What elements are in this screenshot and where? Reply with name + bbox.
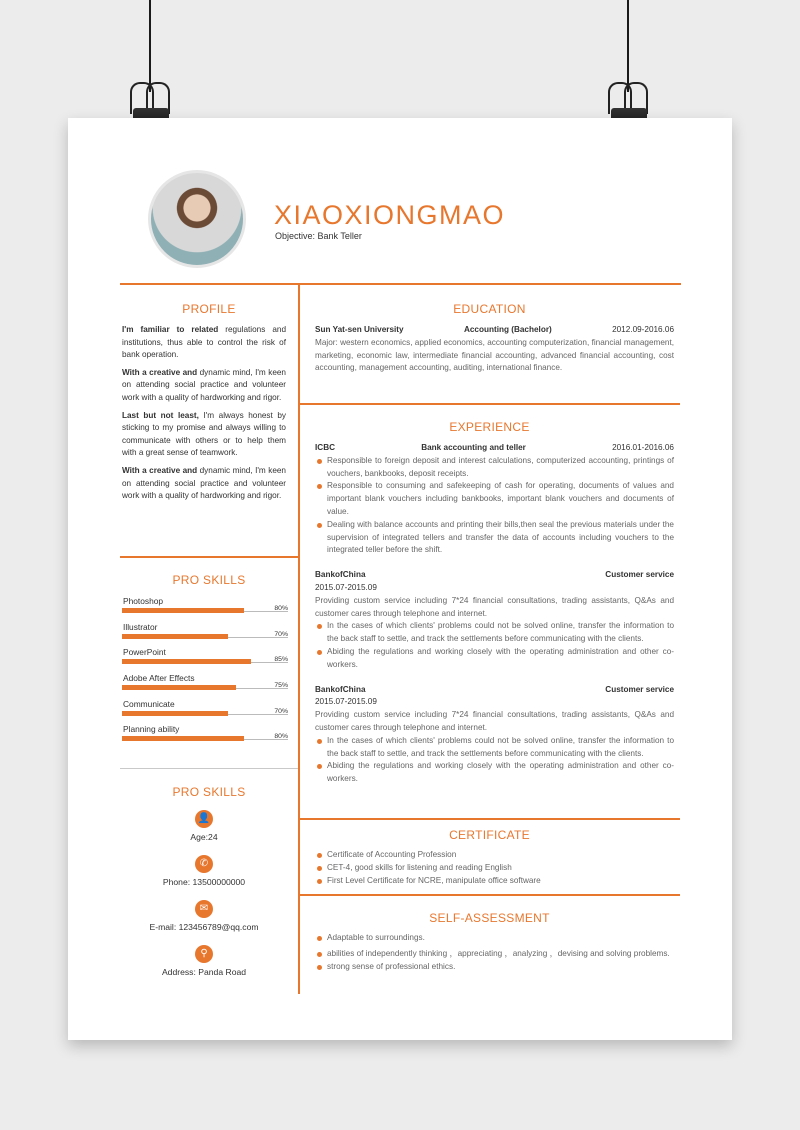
contact-email <box>122 900 286 932</box>
email-icon: ✉ <box>195 900 213 918</box>
job1-header <box>315 442 674 455</box>
school-name: Sun Yat-sen University <box>315 325 404 334</box>
job3-dates: 2015.07-2015.09 <box>315 697 377 707</box>
skill-bar <box>122 736 244 741</box>
job2-company-word: China <box>342 570 366 580</box>
profile-paragraph: With a creative and dynamic mind, I'm keen on attending social practice and volunteer work with a quality of hardworking and rigor. <box>122 465 286 501</box>
certificate-title: CERTIFICATE <box>449 828 530 842</box>
profile-photo <box>148 170 246 268</box>
job1-dates: 2016.01-2016.06 <box>612 443 674 452</box>
contact-address <box>122 945 286 977</box>
list-item: Abiding the regulations and working closely with the operating administration and other co-workers. <box>315 646 674 672</box>
certificate-list <box>315 849 674 887</box>
self-assessment-body <box>315 932 674 973</box>
skill-label: Photoshop <box>123 596 164 606</box>
skill-percent: 80% <box>274 605 288 612</box>
phone-icon: ✆ <box>195 855 213 873</box>
skill-item <box>122 724 288 748</box>
contact-address-text: Address: Panda Road <box>161 967 247 977</box>
list-item: In the cases of which clients' problems could not be solved online, transfer the information to the back staff to settle, and track the settlements before communicating with the clients. <box>315 735 674 761</box>
skill-item <box>122 673 288 697</box>
person-icon: 👤 <box>195 810 213 828</box>
experience-body <box>315 442 674 786</box>
list-item: Responsible to foreign deposit and interest calculations, computerized accounting, printings of vouchers, bankbooks, deposit receipts. <box>315 455 674 481</box>
contact-phone-text: Phone: 13500000000 <box>162 877 246 887</box>
list-item: Responsible to consuming and safekeeping of cash for operating, documents of values and important blank vouchers including bankbooks, important blank vouchers and documents of value. <box>315 480 674 518</box>
list-item: First Level Certificate for NCRE, manipulate office software <box>315 875 674 888</box>
self-assessment-list <box>315 932 674 973</box>
education-divider <box>299 403 680 405</box>
self-assessment-title: SELF-ASSESSMENT <box>429 911 550 925</box>
skill-percent: 75% <box>274 682 288 689</box>
job3-bullets <box>315 735 674 786</box>
skill-label: Planning ability <box>123 724 180 734</box>
profile-paragraph: Last but not least, I'm always honest by sticking to my promise and always willing to communicate with others or to help them with a great sense of teamwork. <box>122 410 287 458</box>
job1-role: Bank accounting and teller <box>421 443 526 452</box>
skill-bar <box>122 634 228 639</box>
job2-description: Providing custom service including 7*24 financial consultations, trading assistants, Q&As and customer cares through telephone and internet. <box>315 595 674 618</box>
column-divider <box>298 284 300 994</box>
skill-label: Illustrator <box>123 622 158 632</box>
job2-role: Customer service <box>605 570 674 580</box>
skill-label: Adobe After Effects <box>123 673 195 683</box>
list-item: abilities of independently thinking ，appreciating ，analyzing ，devising and solving problems. <box>315 948 674 961</box>
job2-bullets <box>315 620 674 671</box>
resume-paper <box>68 118 732 1040</box>
certificate-body <box>315 849 674 887</box>
certificate-divider <box>299 894 680 896</box>
skill-percent: 70% <box>274 631 288 638</box>
skill-bar <box>122 711 228 716</box>
job3-company-word: of <box>335 684 343 694</box>
skill-bar <box>122 685 236 690</box>
job3-header <box>315 684 674 697</box>
list-item: Adaptable to surroundings. <box>315 932 674 945</box>
profile-body <box>122 324 286 508</box>
job3-company-word: China <box>342 684 366 694</box>
experience-title: EXPERIENCE <box>449 420 530 434</box>
experience-divider <box>299 818 680 820</box>
job1-bullets <box>315 455 674 557</box>
skill-percent: 80% <box>274 733 288 740</box>
skill-item <box>122 699 288 723</box>
education-body <box>315 324 674 375</box>
objective-text: Objective: Bank Teller <box>275 231 362 241</box>
profile-paragraph: With a creative and dynamic mind, I'm keen on attending social practice and volunteer work with a quality of hardworking and rigor. <box>122 367 286 402</box>
job3-description: Providing custom service including 7*24 financial consultations, trading assistants, Q&As and customer cares through telephone and internet. <box>315 710 674 732</box>
skill-label: Communicate <box>123 699 175 709</box>
education-header-row <box>315 324 674 337</box>
contact-title: PRO SKILLS <box>172 785 246 799</box>
education-dates: 2012.09-2016.06 <box>612 325 674 334</box>
skill-bar <box>122 659 251 664</box>
education-title: EDUCATION <box>453 302 526 316</box>
skill-bar <box>122 608 244 613</box>
skill-item <box>122 622 288 646</box>
job2-dates: 2015.07-2015.09 <box>315 582 377 592</box>
list-item: strong sense of professional ethics. <box>315 961 674 974</box>
list-item: Dealing with balance accounts and printing their bills,then seal the previous materials under the supervision of integrated tellers and transfer the data of accounts including vouchers to the integrated teller before the shift. <box>315 519 674 557</box>
profile-title: PROFILE <box>182 302 236 316</box>
contact-phone <box>122 855 286 887</box>
skill-item <box>122 647 288 671</box>
job1-company: ICBC <box>315 443 336 452</box>
location-icon: ⚲ <box>195 945 213 963</box>
header-divider <box>120 283 681 285</box>
skills-divider <box>120 768 298 769</box>
skill-percent: 85% <box>274 656 288 663</box>
profile-paragraph: I'm familiar to related regulations and institutions, thus able to control the risk of bank operation. <box>122 325 286 360</box>
job3-role: Customer service <box>605 684 674 694</box>
list-item: Abiding the regulations and working closely with the operating administration and other co-workers. <box>315 760 674 786</box>
education-major: Major: western economics, applied economics, accounting computerization, financial management, marketing, economic law, intermediate financial accounting, advanced financial accounting, cost accounting, management accounting, auditing, international finance. <box>315 337 674 373</box>
pro-skills-title: PRO SKILLS <box>172 573 246 587</box>
skill-percent: 70% <box>274 708 288 715</box>
job2-header <box>315 569 674 582</box>
job3-company-word: Bank <box>315 684 336 694</box>
contact-age-text: Age:24 <box>190 832 218 842</box>
list-item: Certificate of Accounting Profession <box>315 849 674 862</box>
list-item: In the cases of which clients' problems could not be solved online, transfer the information to the back staff to settle, and track the settlements before communicating with the clients. <box>315 620 674 646</box>
skill-item <box>122 596 288 620</box>
job2-company-word: of <box>335 570 343 580</box>
contact-age <box>122 810 286 842</box>
list-item: CET-4, good skills for listening and reading English <box>315 862 674 875</box>
degree: Accounting (Bachelor) <box>463 325 552 334</box>
contact-email-text: E-mail: 123456789@qq.com <box>149 922 259 932</box>
job2-company-word: Bank <box>315 570 336 580</box>
skill-label: PowerPoint <box>123 647 166 657</box>
profile-divider <box>120 556 298 558</box>
candidate-name: XIAOXIONGMAO <box>274 200 506 230</box>
